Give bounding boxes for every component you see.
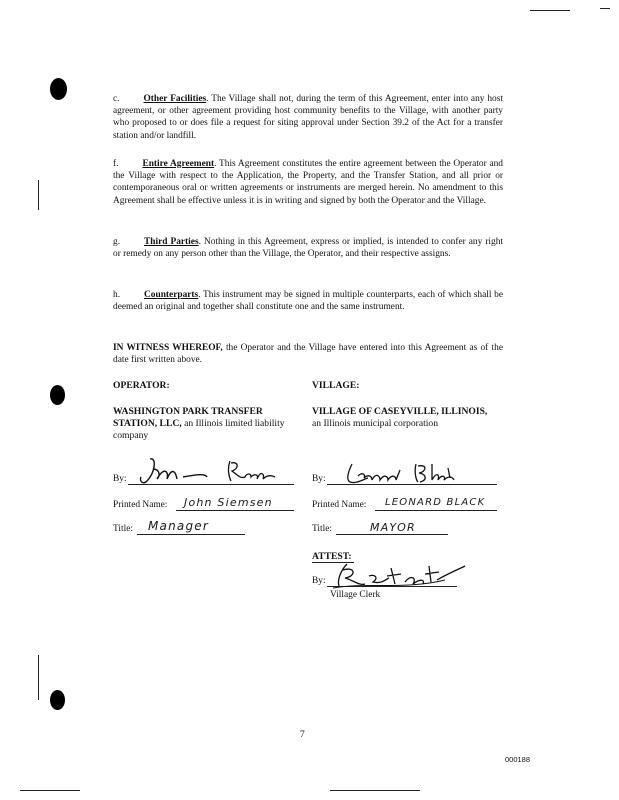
para-letter: g. [113, 237, 121, 247]
document-stamp-number: 000188 [505, 755, 531, 764]
operator-signature [135, 455, 285, 490]
para-text: . This instrument may be signed in multiple counterparts, each of which shall be deemed an original and together shall constitute one and the same instrument. [113, 290, 503, 313]
village-heading: VILLAGE: [312, 380, 360, 391]
operator-by-label: By: [113, 474, 127, 484]
village-printed-name-label: Printed Name: [312, 500, 367, 510]
scan-edge-mark [38, 655, 39, 700]
operator-title-value: Manager [148, 519, 209, 533]
village-name-bold: VILLAGE OF CASEYVILLE, ILLINOIS, [312, 406, 488, 417]
witness-lead: IN WITNESS WHEREOF, [113, 343, 223, 353]
para-title: Other Facilities [143, 94, 207, 104]
village-by-label: By: [312, 474, 326, 484]
operator-printed-name-value: John Siemsen [184, 496, 273, 509]
scan-edge-mark [330, 790, 420, 791]
village-clerk-label: Village Clerk [330, 590, 381, 600]
village-party-name [312, 406, 497, 430]
para-title: Counterparts [144, 290, 199, 300]
scan-edge-mark [20, 790, 80, 791]
village-signature [338, 458, 468, 488]
scan-edge-mark [530, 10, 570, 11]
attest-signature [325, 560, 470, 592]
paragraph-counterparts [113, 289, 503, 313]
para-title: Entire Agreement [142, 159, 215, 169]
para-letter: h. [113, 290, 121, 300]
village-printed-name-value: LEONARD BLACK [385, 497, 486, 508]
witness-text: the Operator and the Village have entered into this Agreement as of the date first written above. [113, 343, 503, 366]
operator-printed-name-label: Printed Name: [113, 500, 168, 510]
para-text: . The Village shall not, during the term of this Agreement, enter into any host agreement, or other agreement providing host community benefits to the Village, with another party who proposed to or does file a request for siting approval under Section 39.2 of the Act for a transfer station and/or landfill. [113, 94, 503, 141]
operator-name-bold: WASHINGTON PARK TRANSFER STATION, LLC, [113, 406, 263, 429]
operator-name-rest: an Illinois limited liability company [113, 418, 285, 441]
para-text: . This Agreement constitutes the entire agreement between the Operator and the Village with respect to the Application, the Property, and the Transfer Station, and all prior or contemporaneous oral or written agreements or instruments are merged herein. No amendment to this Agreement shall be effective unless it is in writing and signed by both the Operator and the Village. [113, 159, 503, 206]
para-text: . Nothing in this Agreement, express or implied, is intended to confer any right or remedy on any person other than the Village, the Operator, and their respective assigns. [113, 237, 504, 260]
attest-by-label: By: [312, 576, 326, 586]
punch-hole-bottom [50, 690, 65, 710]
village-title-value: MAYOR [370, 521, 416, 534]
village-printed-name-line [375, 510, 497, 511]
operator-party-name [113, 406, 298, 442]
para-letter: f. [113, 159, 119, 169]
paragraph-entire-agreement [113, 158, 503, 207]
attest-label: ATTEST: [312, 551, 352, 562]
operator-printed-name-line [176, 510, 294, 511]
scan-edge-mark [38, 180, 39, 210]
operator-heading: OPERATOR: [113, 380, 170, 391]
village-title-label: Title: [312, 524, 332, 534]
village-title-line [336, 534, 448, 535]
scan-edge-mark [600, 8, 610, 9]
punch-hole-top [50, 78, 67, 100]
para-letter: c. [113, 94, 120, 104]
page-number: 7 [300, 730, 305, 740]
paragraph-in-witness [113, 342, 503, 366]
para-title: Third Parties [144, 237, 199, 247]
paragraph-third-parties [113, 236, 503, 260]
operator-title-label: Title: [113, 524, 133, 534]
paragraph-other-facilities [113, 93, 503, 142]
village-name-rest: an Illinois municipal corporation [312, 418, 439, 429]
punch-hole-middle [50, 385, 65, 405]
operator-title-line [137, 534, 245, 535]
